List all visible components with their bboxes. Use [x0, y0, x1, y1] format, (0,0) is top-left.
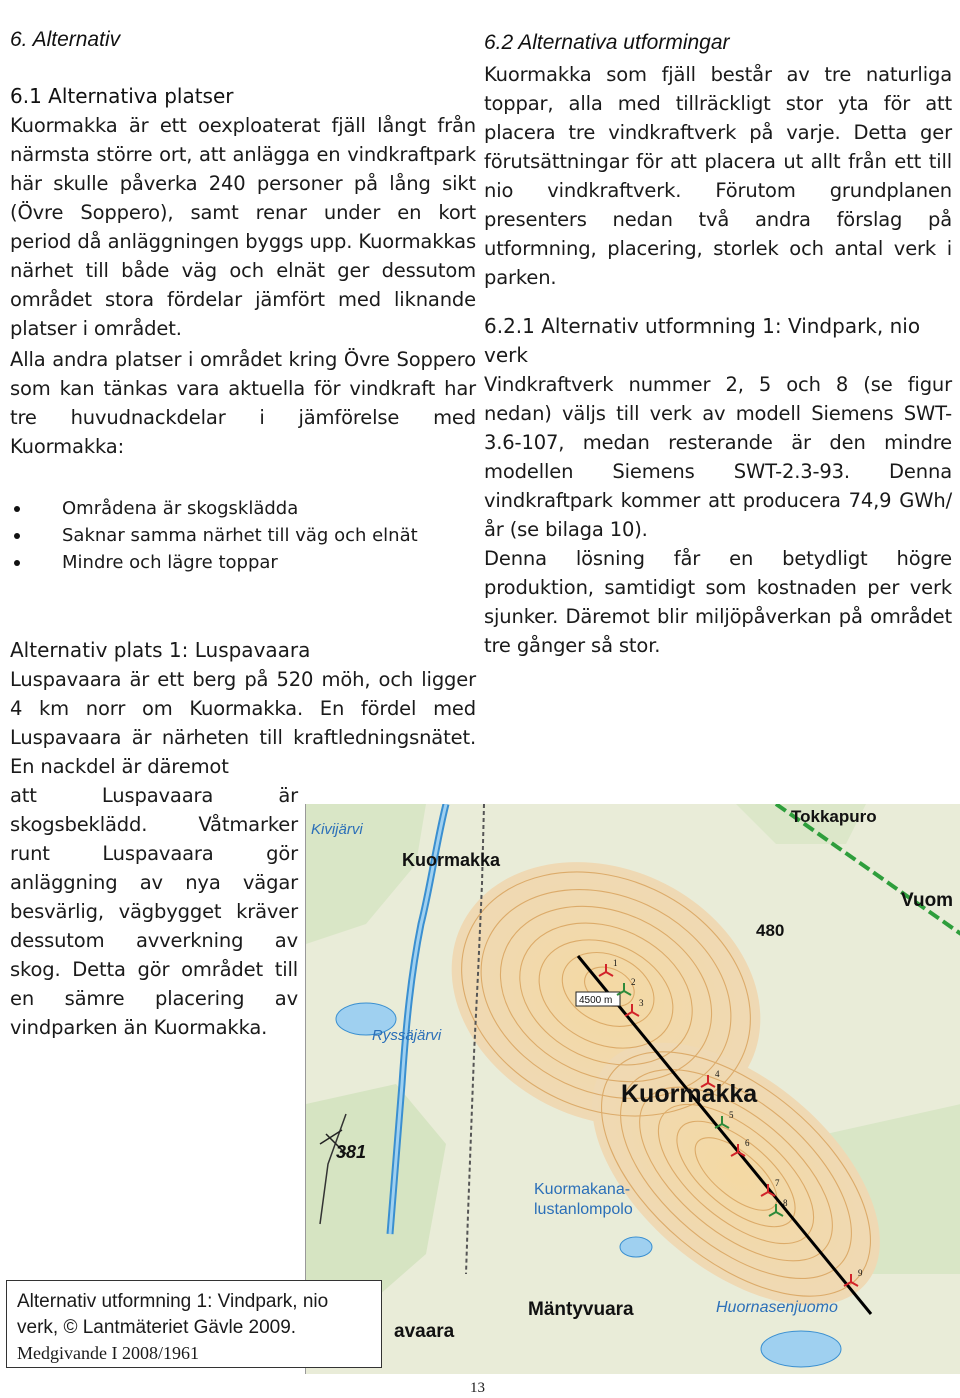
- impact-paragraph: Denna lösning får en betydligt högre produktion, samtidigt som kostnaden per verk sjunker. Däremot blir miljöpåverkan på området tre gånger så stor.: [484, 547, 952, 657]
- drawbacks-list: [10, 495, 476, 576]
- intro-paragraph: Kuormakka är ett oexploaterat fjäll långt från närmsta större ort, att anlägga en vindkraftpark här skulle påverka 240 personer på lång sikt (Övre Soppero), samt renar under en kort period då anläggningen byggs upp. Kuormakkas närhet till både väg och elnät ger dessutom området stora fördelar jämfört med liknande platser i området.: [10, 114, 476, 340]
- turbine-number: 9: [858, 1268, 863, 1278]
- turbine-number: 8: [783, 1198, 788, 1208]
- design-paragraph: Kuormakka som fjäll består av tre naturliga toppar, alla med tillräckligt stor yta för att placera tre vindkraftverk på varje. Detta ger förutsättningar för att placera ut allt från ett till nio vindkraftverk. Förutom grundplanen presenters nedan två andra förslag på utformning, placering, storlek och antal verk i parken.: [484, 63, 952, 289]
- turbine-number: 2: [631, 977, 636, 987]
- map-label-kuormakana: Kuormakana-: [534, 1181, 631, 1198]
- map-label-vaara: avaara: [394, 1321, 455, 1342]
- caption-line-2: verk, © Lantmäteriet Gävle 2009.: [17, 1317, 297, 1338]
- right-column: [484, 28, 952, 660]
- turbine-number: 6: [745, 1138, 750, 1148]
- subsection-heading: 6.1 Alternativa platser: [10, 84, 234, 108]
- map-label-kivijarvi: Kivijärvi: [311, 821, 363, 838]
- turbine-number: 5: [729, 1110, 734, 1120]
- caption-line-3: Medgivande I 2008/1961: [17, 1343, 199, 1363]
- list-item: Mindre och lägre toppar: [10, 549, 476, 576]
- section-heading-right: 6.2 Alternativa utformingar: [484, 31, 730, 54]
- bullet-icon: [14, 506, 20, 512]
- map-label-road-381: 381: [336, 1142, 367, 1162]
- map-label-kuormakka-main: Kuormakka: [621, 1080, 758, 1108]
- map-label-tokkapuro: Tokkapuro: [791, 807, 877, 826]
- turbine-number: 1: [613, 958, 618, 968]
- list-item: Saknar samma närhet till väg och elnät: [10, 522, 476, 549]
- list-item: Områdena är skogsklädda: [10, 495, 476, 522]
- comparison-paragraph: Alla andra platser i området kring Övre Soppero som kan tänkas vara aktuella för vindkraft har tre huvudnackdelar i jämförelse med Kuormakka:: [10, 348, 476, 458]
- map-scale-label: 4500 m: [579, 995, 613, 1006]
- caption-line-1: Alternativ utformning 1: Vindpark, nio: [17, 1291, 329, 1312]
- topographic-map: [305, 804, 960, 1374]
- figure-caption: [6, 1280, 382, 1368]
- map-label-vuom: Vuom: [901, 890, 954, 911]
- alternative-site-heading: Alternativ plats 1: Luspavaara: [10, 638, 311, 662]
- alternative-site-paragraph-continued: att Luspavaara är skogsbeklädd. Våtmarker runt Luspavaara gör anläggning av nya vägar besvärlig, vägbygget kräver dessutom avverkning av skog. Detta gör området till en sämre placering av vindparken än Kuormakka.: [10, 784, 298, 1039]
- turbine-number: 3: [639, 998, 644, 1008]
- map-label-kuormakka-top: Kuormakka: [402, 850, 501, 870]
- map-label-lustanlompolo: lustanlompolo: [534, 1201, 633, 1218]
- bullet-icon: [14, 560, 20, 566]
- alternative-site-paragraph: Luspavaara är ett berg på 520 möh, och ligger 4 km norr om Kuormakka. En fördel med Luspavaara är närheten till kraftledningsnätet. En nackdel är däremot: [10, 668, 476, 778]
- turbine-number: 4: [715, 1069, 720, 1079]
- map-label-elevation: 480: [756, 921, 785, 940]
- bullet-icon: [14, 533, 20, 539]
- map-label-huornas: Huornasenjuomo: [716, 1299, 838, 1316]
- page-number: 13: [470, 1380, 485, 1396]
- turbine-number: 7: [775, 1178, 780, 1188]
- turbine-paragraph: Vindkraftverk nummer 2, 5 och 8 (se figur nedan) väljs till verk av modell Siemens SWT-3.6-107, medan resterande är den mindre modellen Siemens SWT-2.3-93. Denna vindkraftpark kommer att producera 74,9 GWh/år (se bilaga 10).: [484, 373, 952, 541]
- section-heading: 6. Alternativ: [10, 28, 121, 51]
- map-label-ryssajarvi: Ryssäjärvi: [372, 1027, 442, 1044]
- map-label-mantyvuara: Mäntyvuara: [528, 1299, 634, 1320]
- design-subheading: 6.2.1 Alternativ utformning 1: Vindpark, nio verk: [484, 314, 921, 367]
